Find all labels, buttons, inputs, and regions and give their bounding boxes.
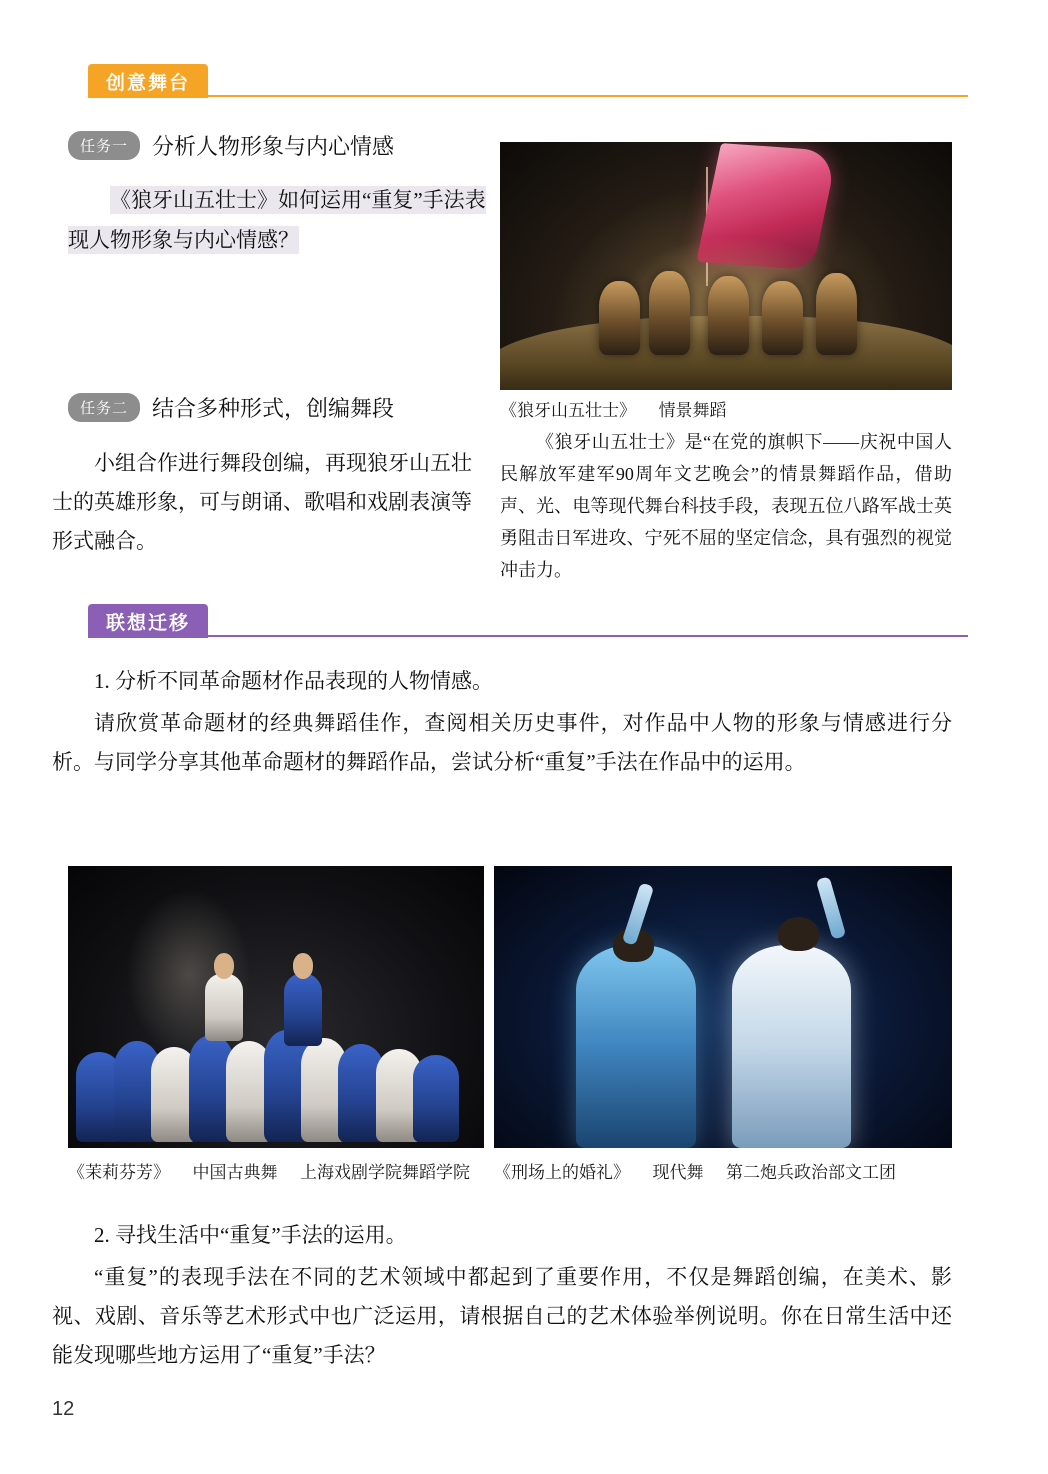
- section-rule: [208, 95, 968, 97]
- figure-molifenfang-photo: [68, 866, 484, 1148]
- section-header-association-transfer: [88, 604, 968, 638]
- transfer-item-two-heading: 2. 寻找生活中“重复”手法的运用。: [94, 1223, 407, 1247]
- task-one-badge: 任务一: [68, 131, 140, 160]
- task-one-question-text: 《狼牙山五壮士》如何运用“重复”手法表现人物形象与内心情感？: [68, 188, 486, 252]
- soldier-figure: [816, 273, 857, 355]
- figure-langyashan-caption: [500, 396, 727, 421]
- dancer-head: [293, 953, 314, 978]
- raised-arm: [815, 877, 845, 940]
- figure-xingchang-photo: [494, 866, 952, 1148]
- transfer-item-two-body: “重复”的表现手法在不同的艺术领域中都起到了重要作用，不仅是舞蹈创编，在美术、影视、戏剧、音乐等艺术形式中也广泛运用，请根据自己的艺术体验举例说明。你在日常生活中还能发现哪些地方运用了“重复”手法？: [52, 1265, 952, 1367]
- task-one-title: 分析人物形象与内心情感: [152, 134, 395, 159]
- figure-langyashan-note: 《狼牙山五壮士》是“在党的旗帜下——庆祝中国人民解放军建军90周年文艺晚会”的情景舞蹈作品，借助声、光、电等现代舞台科技手段，表现五位八路军战士英勇阻击日军进攻、宁死不屈的坚定信念，具有强烈的视觉冲击力。: [500, 432, 952, 580]
- section-title-association-transfer: 联想迁移: [88, 604, 208, 638]
- page-number: 12: [52, 1398, 75, 1420]
- dancer-head: [778, 917, 819, 951]
- task-two-badge: 任务二: [68, 393, 140, 422]
- figure-molifenfang-caption-org: 上海戏剧学院舞蹈学院: [300, 1163, 470, 1182]
- figure-xingchang-caption: [494, 1158, 896, 1183]
- task-two-body: 小组合作进行舞段创编，再现狼牙山五壮士的英雄形象，可与朗诵、歌唱和戏剧表演等形式融合。: [52, 451, 472, 553]
- figure-langyashan-caption-title: 《狼牙山五壮士》: [500, 401, 636, 420]
- transfer-item-one-heading: 1. 分析不同革命题材作品表现的人物情感。: [94, 669, 493, 693]
- soldier-figure: [762, 281, 803, 355]
- figure-langyashan-caption-type: 情景舞蹈: [658, 401, 727, 420]
- figure-xingchang-caption-type: 现代舞: [652, 1163, 704, 1182]
- figure-molifenfang-caption-type: 中国古典舞: [192, 1163, 278, 1182]
- figure-xingchang-caption-org: 第二炮兵政治部文工团: [726, 1163, 896, 1182]
- soldier-figure: [599, 281, 640, 355]
- dancer-head: [214, 953, 235, 978]
- figure-molifenfang-caption: [68, 1158, 470, 1183]
- task-one-question: [68, 180, 488, 260]
- section-title-creative-stage: 创意舞台: [88, 64, 208, 98]
- soldier-figure: [708, 276, 749, 355]
- lead-dancer-figure: [284, 973, 321, 1046]
- figure-langyashan-photo: [500, 142, 952, 390]
- task-one-row: [68, 130, 394, 161]
- transfer-item-one-body: 请欣赏革命题材的经典舞蹈佳作，查阅相关历史事件，对作品中人物的形象与情感进行分析。与同学分享其他革命题材的舞蹈作品，尝试分析“重复”手法在作品中的运用。: [52, 711, 952, 774]
- task-two-title: 结合多种形式，创编舞段: [152, 396, 395, 421]
- dancer-figure-blue: [576, 945, 695, 1148]
- figure-molifenfang-caption-title: 《茉莉芬芳》: [68, 1163, 170, 1182]
- dancer-figure-white: [732, 945, 851, 1148]
- lead-dancer-figure: [205, 973, 242, 1041]
- dancer-figure: [413, 1055, 459, 1142]
- figure-xingchang-caption-title: 《刑场上的婚礼》: [494, 1163, 630, 1182]
- section-rule: [208, 635, 968, 637]
- soldier-figure: [649, 271, 690, 355]
- section-header-creative-stage: [88, 64, 968, 98]
- task-two-row: [68, 392, 394, 423]
